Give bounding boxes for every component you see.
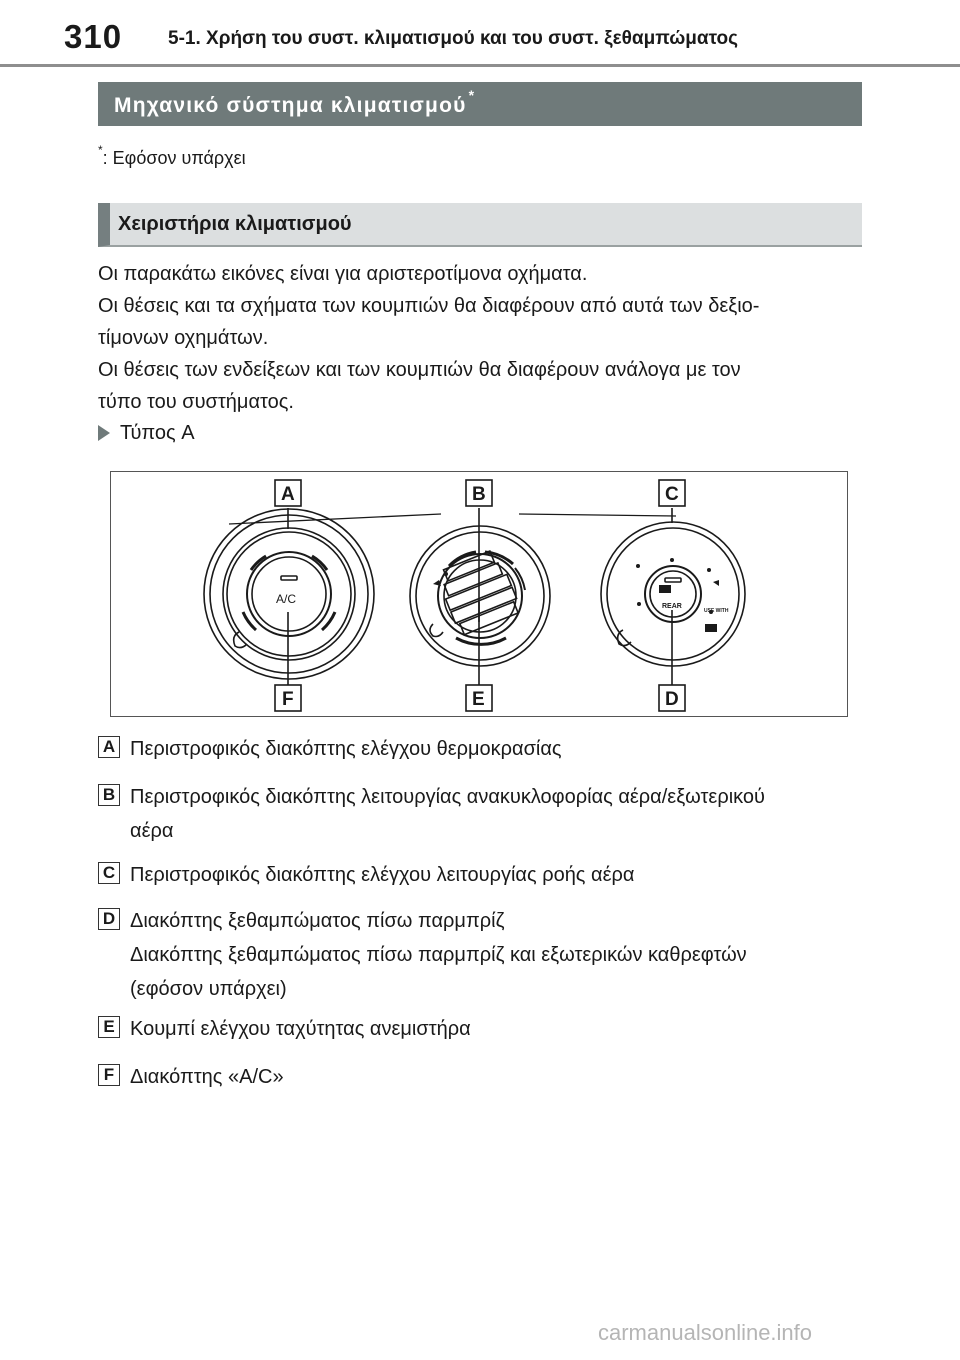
climate-control-figure <box>110 471 848 717</box>
legend-letter-e: E <box>98 1016 120 1038</box>
callout-e: E <box>472 689 485 710</box>
triangle-bullet-icon <box>98 425 110 441</box>
callout-d: D <box>665 689 679 710</box>
legend-letter-a: A <box>98 736 120 758</box>
watermark: carmanualsonline.info <box>598 1320 813 1345</box>
page-number: 310 <box>64 18 123 55</box>
sub-heading-banner <box>98 203 862 247</box>
sub-heading: Χειριστήρια κλιματισμού <box>118 213 352 235</box>
intro-line: Οι παρακάτω εικόνες είναι για αριστεροτίμονα οχήματα. <box>98 263 588 285</box>
type-label: Τύπος A <box>120 422 195 444</box>
intro-line: Οι θέσεις και τα σχήματα των κουμπιών θα διαφέρουν από αυτά των δεξιο- <box>98 295 760 317</box>
legend-text: Διακόπτης ξεθαμπώματος πίσω παρμπρίζ <box>130 910 505 932</box>
callout-f: F <box>282 689 294 710</box>
legend-letter-d: D <box>98 908 120 930</box>
legend-text: Περιστροφικός διακόπτης λειτουργίας ανακυκλοφορίας αέρα/εξωτερικού <box>130 786 765 808</box>
intro-line: Οι θέσεις των ενδείξεων και των κουμπιών θα διαφέρουν ανάλογα με τον <box>98 359 741 381</box>
callout-a: A <box>281 484 295 505</box>
rear-defogger-label: REAR <box>662 603 682 610</box>
legend-text: αέρα <box>130 820 174 842</box>
legend-letter-c: C <box>98 862 120 884</box>
intro-line: τίμονων οχημάτων. <box>98 327 269 349</box>
climate-control-illustration <box>111 472 849 718</box>
legend-text: Διακόπτης ξεθαμπώματος πίσω παρμπρίζ και εξωτερικών καθρεφτών <box>130 944 747 966</box>
header-divider <box>0 64 960 67</box>
main-heading: Μηχανικό σύστημα κλιματισμού <box>114 94 467 117</box>
type-label-row <box>98 422 195 445</box>
fan-speed-dial <box>410 526 550 666</box>
intro-line: τύπο του συστήματος. <box>98 391 294 413</box>
legend-text: (εφόσον υπάρχει) <box>130 978 287 1000</box>
legend-text: Περιστροφικός διακόπτης ελέγχου θερμοκρασίας <box>130 738 562 760</box>
footnote-text: : Εφόσον υπάρχει <box>102 148 246 168</box>
airflow-mode-dial <box>601 522 745 666</box>
footnote-marker: * <box>98 143 103 157</box>
section-title: 5-1. Χρήση του συστ. κλιματισμού και του συστ. ξεθαμπώματος <box>168 28 739 49</box>
footnote <box>98 143 246 169</box>
legend-text: Κουμπί ελέγχου ταχύτητας ανεμιστήρα <box>130 1018 471 1040</box>
callout-c: C <box>665 484 679 505</box>
legend-letter-f: F <box>98 1064 120 1086</box>
intro-paragraph <box>98 258 868 418</box>
page-header <box>0 0 960 66</box>
use-with-label: USE WITH <box>704 608 729 614</box>
ac-button-label: A/C <box>276 592 297 606</box>
main-heading-banner <box>98 82 862 126</box>
legend-text: Περιστροφικός διακόπτης ελέγχου λειτουργίας ροής αέρα <box>130 864 635 886</box>
legend-text: Διακόπτης «A/C» <box>130 1066 284 1088</box>
main-heading-footnote-marker: * <box>468 87 476 103</box>
legend-letter-b: B <box>98 784 120 806</box>
callout-b: B <box>472 484 486 505</box>
